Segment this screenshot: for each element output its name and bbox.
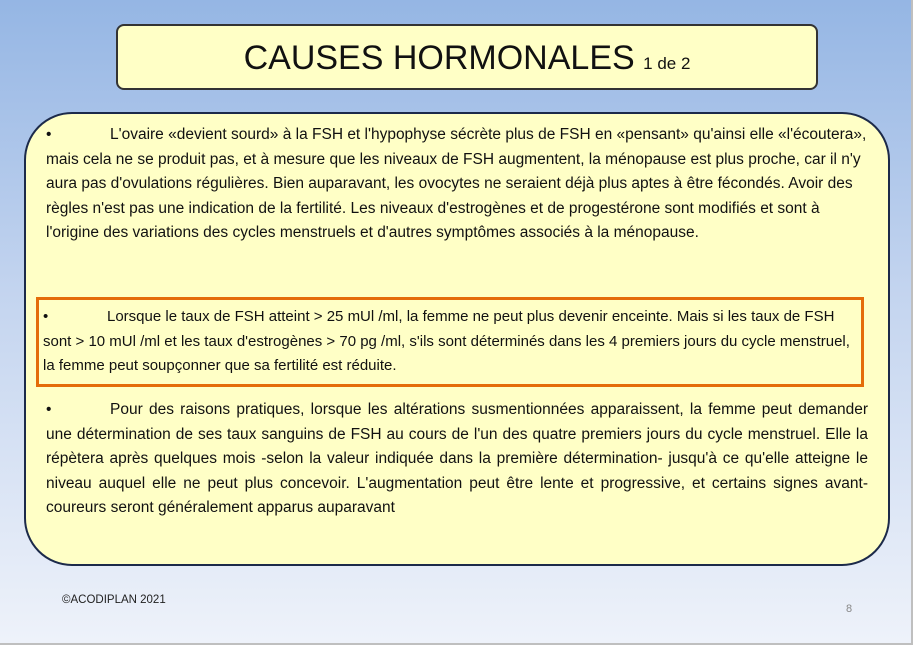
paragraph-text: Pour des raisons pratiques, lorsque les altérations susmentionnées apparaissent, la femme peut demander une détermination de ses taux sanguins de FSH au cours de l'un des quatre premiers jours du cycle menstruel. Elle la répètera après quelques mois -selon la valeur indiquée dans la première détermination- jusqu'à ce qu'elle atteigne le niveau auquel elle ne peut plus concevoir. L'augmentation peut être lente et progressive, et certains signes avant-coureurs seront généralement apparus auparavant — [46, 401, 868, 516]
bullet-marker: • — [46, 126, 52, 143]
bullet-marker: • — [43, 308, 49, 325]
page-title: CAUSES HORMONALES — [243, 39, 635, 77]
highlighted-paragraph-fsh-levels — [36, 297, 864, 387]
paragraph-ovary — [46, 123, 868, 246]
content-box — [24, 112, 890, 566]
bullet-marker: • — [46, 401, 52, 418]
page-number: 8 — [846, 603, 853, 615]
copyright-footer: ©ACODIPLAN 2021 — [62, 594, 166, 606]
paragraph-text: Lorsque le taux de FSH atteint > 25 mUl /ml, la femme ne peut plus devenir enceinte. Mais si les taux de FSH sont > 10 mUl /ml et les taux d'estrogènes > 70 pg /ml, s'ils sont déterminés dans les 4 premiers jours du cycle menstruel, la femme peut soupçonner que sa fertilité est réduite. — [43, 308, 850, 374]
paragraph-text: L'ovaire «devient sourd» à la FSH et l'hypophyse sécrète plus de FSH en «pensant» qu'ainsi elle «l'écoutera», mais cela ne se produit pas, et à mesure que les niveaux de FSH augmentent, la ménopause est plus proche, car il n'y aura pas d'ovulations régulières. Bien auparavant, les ovocytes ne seraient déjà plus aptes à être fécondés. Avoir des règles n'est pas une indication de la fertilité. Les niveaux d'estrogènes et de progestérone sont modifiés et sont à l'origine des variations des cycles menstruels et d'autres symptômes associés à la ménopause. — [46, 126, 867, 241]
page-counter: 1 de 2 — [643, 54, 691, 73]
title-box — [116, 24, 818, 90]
paragraph-practical — [46, 398, 868, 521]
